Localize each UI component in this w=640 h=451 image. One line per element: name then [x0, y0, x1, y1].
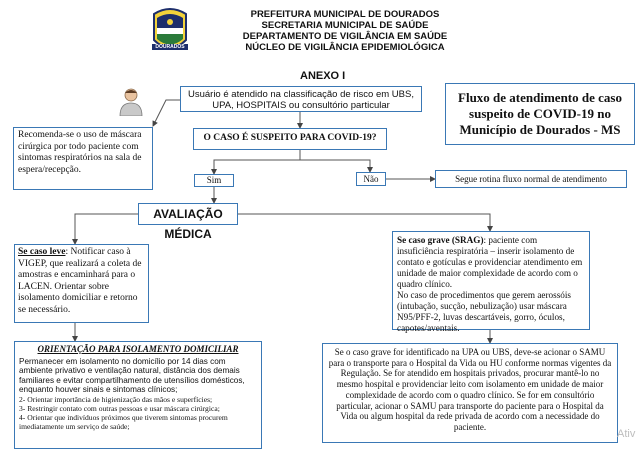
question-box: O CASO É SUSPEITO PARA COVID-19?: [193, 128, 387, 150]
mild-case-label: Se caso leve: [18, 247, 66, 257]
header-line-1: PREFEITURA MUNICIPAL DE DOURADOS: [250, 9, 440, 20]
arrow-evaluation-to-severe: [238, 214, 490, 231]
header-line-3: DEPARTAMENTO DE VIGILÂNCIA EM SAÚDE: [242, 31, 448, 42]
dourados-logo: [148, 4, 192, 62]
medical-evaluation-box: AVALIAÇÃO MÉDICA: [138, 203, 238, 225]
flow-title-box: Fluxo de atendimento de caso suspeito de COVID-19 no Município de Dourados - MS: [445, 83, 635, 145]
header-line-4: NÚCLEO DE VIGILÂNCIA EPIDEMIOLÓGICA: [245, 42, 445, 53]
arrow-to-yes: [214, 150, 300, 174]
no-box: Não: [356, 172, 386, 186]
routine-box: Segue rotina fluxo normal de atendimento: [435, 170, 627, 188]
severe-case-label: Se caso grave (SRAG): [397, 235, 484, 245]
arrow-to-no: [300, 160, 370, 172]
annex-label: ANEXO I: [300, 70, 346, 82]
coat-of-arms-icon: [148, 4, 192, 62]
mild-case-box: [14, 244, 149, 323]
severe-case-box: [392, 231, 590, 333]
mild-case-text: : Notificar caso à VIGEP, que realizará a coleta de amostras e encaminhará para o LACEN. Orientar sobre isolamento domiciliar e retorno se necessário.: [18, 247, 142, 315]
header-line-2: SECRETARIA MUNICIPAL DE SAÚDE: [261, 20, 429, 31]
isolation-item-3: 3- Restringir contato com outras pessoas e usar máscara cirúrgica;: [19, 403, 220, 413]
start-box: Usuário é atendido na classificação de risco em UBS, UPA, HOSPITAIS ou consultório particular: [180, 86, 422, 112]
severe-case-aerosol-text: No caso de procedimentos que gerem aerossóis (intubação, sucção, nebulização) usar máscara N95/PFF-2, luvas descartáveis, gorro, óculos, capotes/aventais.: [397, 290, 571, 333]
yes-box: Sim: [194, 174, 234, 187]
logo-text: DOURADOS: [155, 44, 185, 50]
user-icon: [118, 86, 144, 116]
samu-transport-box: Se o caso grave for identificado na UPA ou UBS, deve-se acionar o SAMU para o transporte para o Hospital da Vida ou HU conforme normas vigentes da Regulação. Se for atendido em hospitais privados, procurar mantê-lo no mesmo hospital e providenciar leito com isolamento em unidade de maior complexidade de acordo com o quadro clínico. Se for em consultório particular, acionar o SAMU para transporte do paciente para o Hospital da Vida ou algum hospital da rede privada de acordo com a necessidade do paciente.: [322, 343, 618, 443]
isolation-paragraph-1: Permanecer em isolamento no domicílio por 14 dias com ambiente privativo e ventilação natural, distância dos demais familiares e evitar compartilhamento de utensílios domésticos, enquanto houver sinais e sintomas clínicos;: [19, 356, 245, 395]
isolation-item-4: 4- Orientar que indivíduos próximos que tiverem sintomas procurem imediatamente um serviço de saúde;: [19, 412, 228, 431]
home-isolation-box: [14, 341, 262, 449]
arrow-evaluation-to-mild: [75, 214, 138, 244]
arrow-start-to-mask: [153, 100, 180, 126]
severe-case-text: : paciente com insuficiência respiratória – inserir isolamento de contato e gotículas e providenciar atendimento em unidade de maior complexidade de acordo com o quadro clínico.: [397, 235, 583, 289]
isolation-item-2: 2- Orientar importância de higienização das mãos e superfícies;: [19, 394, 213, 404]
mask-recommendation-box: Recomenda-se o uso de máscara cirúrgica por todo paciente com sintomas respiratórios na sala de espera/recepção.: [13, 127, 153, 190]
isolation-title: ORIENTAÇÃO PARA ISOLAMENTO DOMICILIAR: [37, 344, 239, 354]
watermark-text: Ativ: [617, 428, 636, 440]
